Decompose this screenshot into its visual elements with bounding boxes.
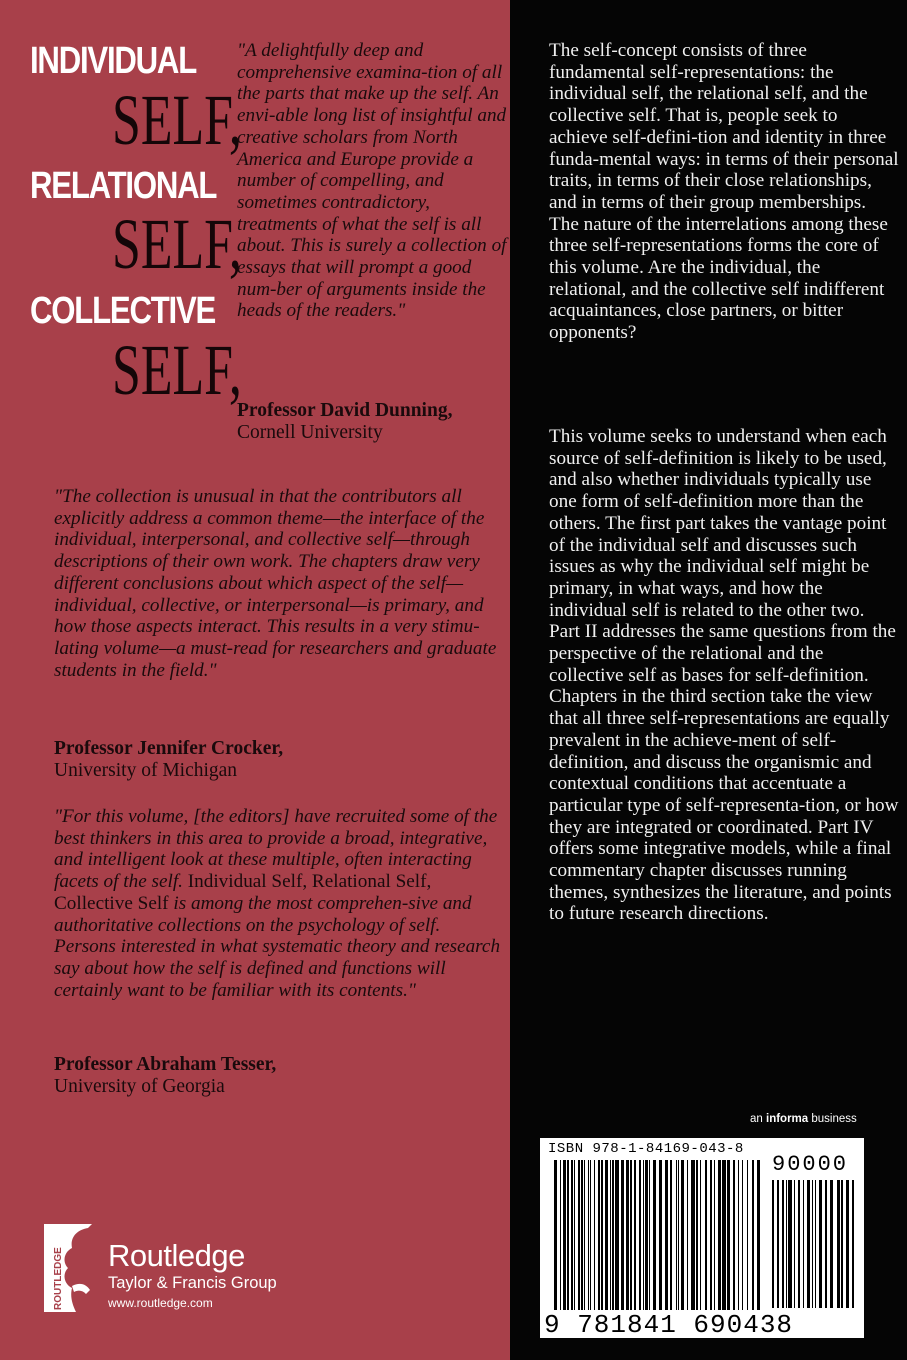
barcode-bar bbox=[630, 1160, 632, 1310]
barcode-bar bbox=[718, 1160, 721, 1310]
barcode-bar bbox=[788, 1180, 792, 1308]
barcode-bar bbox=[581, 1160, 583, 1310]
barcode-bar bbox=[563, 1160, 566, 1310]
barcode-bar bbox=[588, 1160, 589, 1310]
barcode-bar bbox=[837, 1180, 840, 1308]
title-relational: RELATIONAL bbox=[30, 165, 217, 207]
barcode-bar bbox=[649, 1160, 650, 1310]
barcode-bar bbox=[554, 1160, 557, 1310]
barcode-bar bbox=[696, 1160, 698, 1310]
endorsement-attribution-dunning bbox=[237, 400, 497, 444]
barcode-bar bbox=[786, 1180, 787, 1308]
routledge-logo bbox=[42, 1224, 302, 1314]
informa-tagline: an informa business bbox=[750, 1113, 857, 1125]
title-collective: COLLECTIVE bbox=[30, 290, 216, 332]
barcode-bar bbox=[733, 1160, 735, 1310]
price-code: 90000 bbox=[772, 1152, 849, 1177]
endorsement-quote-dunning: "A delightfully deep and comprehensive examina-tion of all the parts that make up the self. An envi-able long list of insightful and creative scholars from North America and Europe provide a number of compelling, and sometimes contradictory, treatments of what the self is all about. This is surely a collection of essays that will prompt a good num-ber of arguments inside the heads of the readers." bbox=[237, 40, 507, 322]
barcode-bar bbox=[634, 1160, 636, 1310]
barcode-bar bbox=[615, 1160, 619, 1310]
barcode-bar bbox=[645, 1160, 648, 1310]
barcode-bar bbox=[700, 1160, 701, 1310]
description-paragraph-1: The self-concept consists of three fundamental self-representations: the individual self, the relational self, and the collective self. That is, people seek to achieve self-defini-tion and identity in three funda-mental ways: in terms of their personal traits, in terms of their close relationships, and in terms of their group memberships. The nature of the interrelations among these three self-representations forms the core of this volume. Are the individual, the relational, and the collective self indifferent acquaintances, close partners, or bitter opponents? bbox=[549, 40, 899, 344]
endorsement-attribution-crocker bbox=[54, 738, 494, 782]
barcode-bar bbox=[852, 1180, 854, 1308]
barcode-bar bbox=[841, 1180, 843, 1308]
barcode-bar bbox=[705, 1160, 707, 1310]
endorser-affiliation: University of Georgia bbox=[54, 1076, 225, 1097]
barcode-bar bbox=[681, 1160, 684, 1310]
barcode-bar bbox=[612, 1160, 614, 1310]
publisher-url: www.routledge.com bbox=[108, 1296, 213, 1310]
barcode-bar bbox=[747, 1160, 748, 1310]
barcode-bar bbox=[727, 1160, 730, 1310]
title-self-1: SELF, bbox=[112, 80, 242, 160]
barcode-bar bbox=[676, 1160, 677, 1310]
book-title-inline: Individual Self, Relational Self, Collective Self bbox=[54, 871, 432, 914]
barcode-bar bbox=[598, 1160, 600, 1310]
barcode-bar bbox=[574, 1160, 575, 1310]
barcode-bar bbox=[665, 1160, 668, 1310]
publisher-name: Routledge bbox=[108, 1238, 245, 1273]
endorser-affiliation: Cornell University bbox=[237, 422, 383, 443]
barcode-bar bbox=[819, 1180, 822, 1308]
barcode-bar bbox=[772, 1180, 774, 1308]
barcode-bar bbox=[578, 1160, 580, 1310]
barcode-main-bars bbox=[554, 1160, 760, 1310]
barcode-bar bbox=[590, 1160, 591, 1310]
barcode-bar bbox=[830, 1180, 833, 1308]
barcode-bar bbox=[738, 1160, 739, 1310]
barcode-bar bbox=[594, 1160, 595, 1310]
barcode-bar bbox=[798, 1180, 800, 1308]
barcode-bar bbox=[714, 1160, 715, 1310]
barcode-bar bbox=[812, 1180, 813, 1308]
barcode-bar bbox=[777, 1180, 779, 1308]
barcode-bar bbox=[605, 1160, 608, 1310]
barcode-bar bbox=[722, 1160, 726, 1310]
barcode-digits: 9 781841 690438 bbox=[544, 1310, 794, 1340]
barcode-bar bbox=[626, 1160, 629, 1310]
barcode-bar bbox=[691, 1160, 695, 1310]
barcode-bar bbox=[670, 1160, 672, 1310]
barcode-bar bbox=[757, 1160, 760, 1310]
barcode-bar bbox=[846, 1180, 849, 1308]
barcode-bar bbox=[621, 1160, 624, 1310]
svg-text:ROUTLEDGE: ROUTLEDGE bbox=[53, 1247, 64, 1310]
barcode-bar bbox=[653, 1160, 656, 1310]
barcode-bar bbox=[794, 1180, 795, 1308]
publisher-group: Taylor & Francis Group bbox=[108, 1274, 277, 1292]
endorser-name: Professor Jennifer Crocker, bbox=[54, 738, 284, 759]
endorser-name: Professor David Dunning, bbox=[237, 400, 453, 421]
barcode-bar bbox=[815, 1180, 816, 1308]
endorsement-quote-tesser: "For this volume, [the editors] have recruited some of the best thinkers in this area to provide a broad, integrative, and intelligent look at these multiple, often interacting facets of the self. Individual Self, Relational Self, Collective Self is among the most comprehen-sive and authoritative collections on the psychology of self. Persons interested in what systematic theory and research say about how the self is defined and functions will certainly want to be familiar with its contents." bbox=[54, 806, 501, 1001]
barcode-bar bbox=[710, 1160, 712, 1310]
barcode-bar bbox=[742, 1160, 743, 1310]
barcode-bar bbox=[803, 1180, 804, 1308]
barcode-bar bbox=[560, 1160, 561, 1310]
endorser-name: Professor Abraham Tesser, bbox=[54, 1054, 277, 1075]
barcode-bar bbox=[678, 1160, 679, 1310]
barcode-bar bbox=[807, 1180, 810, 1308]
barcode-addon-bars bbox=[772, 1180, 854, 1330]
barcode-bar bbox=[567, 1160, 569, 1310]
endorsement-quote-crocker: "The collection is unusual in that the contributors all explicitly address a common theme—the interface of the individual, interpersonal, and collective self—through descriptions of their own work. The chapters draw very different conclusions about which aspect of the self—individual, collective, or interpersonal—is primary, and how those aspects interact. This results in a very stimu-lating volume—a must-read for researchers and graduate students in the field." bbox=[54, 486, 497, 681]
barcode-bar bbox=[752, 1160, 754, 1310]
barcode-bar bbox=[659, 1160, 662, 1310]
description-paragraph-2: This volume seeks to understand when each source of self-definition is likely to be used, and also whether individuals typically use one form of self-definition more than the others. The first part takes the vantage point of the individual self and discusses such issues as why the individual self might be primary, in what ways, and how the individual self is related to the other two. Part II addresses the same questions from the perspective of the relational and the collective self as bases for self-definition. Chapters in the third section take the view that all three self-representations are equally prevalent in the achieve-ment of self-definition, and discuss the organismic and contextual conditions that accentuate a particular type of self-representa-tion, or how they are integrated or coordinated. Part IV offers some integrative models, while a final commentary chapter discusses running themes, synthesizes the literature, and points to future research directions. bbox=[549, 426, 899, 925]
title-self-3: SELF, bbox=[112, 330, 242, 410]
isbn-text: ISBN 978-1-84169-043-8 bbox=[548, 1141, 744, 1157]
title-self-2: SELF, bbox=[112, 204, 242, 284]
routledge-vertical-wordmark bbox=[50, 1232, 64, 1312]
barcode-bar bbox=[584, 1160, 585, 1310]
isbn-barcode bbox=[540, 1138, 864, 1338]
barcode-bar bbox=[643, 1160, 644, 1310]
barcode-bar bbox=[610, 1160, 611, 1310]
barcode-bar bbox=[687, 1160, 688, 1310]
endorser-affiliation: University of Michigan bbox=[54, 760, 238, 781]
barcode-bar bbox=[601, 1160, 603, 1310]
barcode-bar bbox=[782, 1180, 784, 1308]
barcode-bar bbox=[639, 1160, 641, 1310]
back-cover-right-panel bbox=[510, 0, 907, 1360]
endorsement-attribution-tesser bbox=[54, 1054, 494, 1098]
title-individual: INDIVIDUAL bbox=[30, 40, 197, 82]
barcode-bar bbox=[825, 1180, 827, 1308]
barcode-bar bbox=[571, 1160, 573, 1310]
